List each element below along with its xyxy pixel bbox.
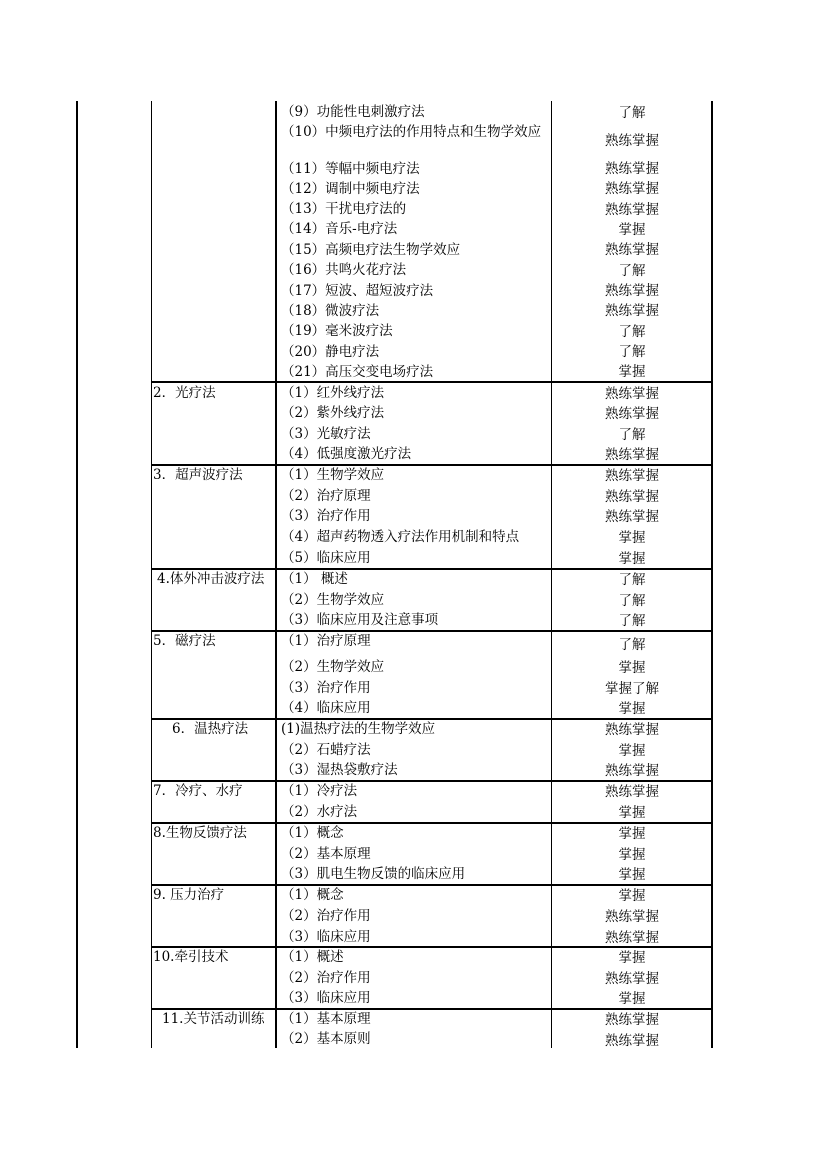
level-text: 了解 [618,263,646,279]
item-label: （2）生物学效应 [281,659,385,675]
level-text: 熟练掌握 [605,468,659,484]
group-label: 5．磁疗法 [153,633,216,649]
table-border-left [76,101,78,1048]
group-label: 11.关节活动训练 [162,1011,265,1027]
item-label: （3）临床应用及注意事项 [281,612,439,628]
level-text: 掌握 [618,364,646,380]
item-label: （21）高压交变电场疗法 [281,364,434,380]
level-text: 了解 [618,427,646,443]
level-text: 掌握 [618,551,646,567]
level-text: 熟练掌握 [605,447,659,463]
item-label: （18）微波疗法 [281,303,380,319]
item-label: （3）临床应用 [281,929,371,945]
level-text: 掌握 [618,991,646,1007]
item-label: （5）临床应用 [281,550,371,566]
item-label: （4）低强度激光疗法 [281,446,412,462]
item-label: （4）超声药物透入疗法作用机制和特点 [281,529,520,545]
level-text: 熟练掌握 [605,202,659,218]
item-label: （2）紫外线疗法 [281,405,385,421]
item-label: （9）功能性电刺激疗法 [281,104,425,120]
item-label: （17）短波、超短波疗法 [281,283,434,299]
item-label: （11）等幅中频电疗法 [281,161,420,177]
item-label: （13）干扰电疗法的 [281,201,407,217]
item-label: （1）概述 [281,949,344,965]
level-text: 熟练掌握 [605,1033,659,1049]
item-label: （10）中频电疗法的作用特点和生物学效应 [281,124,542,140]
level-text: 掌握 [618,660,646,676]
item-label: （14）音乐-电疗法 [281,221,398,237]
item-label: （3）肌电生物反馈的临床应用 [281,866,466,882]
item-label: （3）湿热袋敷疗法 [281,762,398,778]
level-text: 熟练掌握 [605,509,659,525]
group-label: 2．光疗法 [153,385,216,401]
level-text: 熟练掌握 [605,930,659,946]
item-label: （3）治疗作用 [281,508,371,524]
level-text: 熟练掌握 [605,283,659,299]
item-label: （1）概念 [281,887,344,903]
group-label: 3．超声波疗法 [153,467,243,483]
item-label: (1)温热疗法的生物学效应 [281,721,436,737]
level-text: 熟练掌握 [605,133,659,149]
table-border-right [711,101,713,1048]
level-text: 掌握 [618,701,646,717]
item-label: （2）治疗作用 [281,970,371,986]
group-label: 6．温热疗法 [172,721,249,737]
item-label: （1）红外线疗法 [281,385,385,401]
level-text: 掌握 [618,743,646,759]
row-divider [151,381,713,383]
level-text: 熟练掌握 [605,1012,659,1028]
item-label: （2）基本原理 [281,846,371,862]
level-text: 熟练掌握 [605,722,659,738]
level-text: 了解 [618,344,646,360]
item-label: （2）基本原则 [281,1031,371,1047]
level-text: 熟练掌握 [605,406,659,422]
level-text: 熟练掌握 [605,763,659,779]
item-label: （2）治疗原理 [281,488,371,504]
level-text: 熟练掌握 [605,303,659,319]
item-label: （12）调制中频电疗法 [281,181,420,197]
level-text: 了解 [618,324,646,340]
level-text: 了解 [618,613,646,629]
column-divider-1 [151,101,152,1048]
item-label: （1）概念 [281,825,344,841]
level-text: 熟练掌握 [605,386,659,402]
level-text: 掌握 [618,805,646,821]
level-text: 熟练掌握 [605,909,659,925]
group-label: 8.生物反馈疗法 [153,825,247,841]
group-label: 7．冷疗、水疗 [153,783,243,799]
group-label: 4.体外冲击波疗法 [157,571,265,587]
level-text: 掌握 [618,222,646,238]
level-text: 掌握了解 [605,681,659,697]
level-text: 掌握 [618,826,646,842]
item-label: （2）生物学效应 [281,592,385,608]
item-label: （4）临床应用 [281,700,371,716]
level-text: 掌握 [618,847,646,863]
item-label: （3）临床应用 [281,990,371,1006]
level-text: 熟练掌握 [605,971,659,987]
level-text: 熟练掌握 [605,161,659,177]
item-label: （1）冷疗法 [281,783,358,799]
item-label: （2）石蜡疗法 [281,742,371,758]
level-text: 了解 [618,637,646,653]
item-label: （16）共鸣火花疗法 [281,262,407,278]
group-label: 9. 压力治疗 [153,887,225,903]
item-label: （2）水疗法 [281,804,358,820]
level-text: 掌握 [618,867,646,883]
item-label: （2）治疗作用 [281,908,371,924]
level-text: 了解 [618,572,646,588]
item-label: （1）基本原理 [281,1011,371,1027]
item-label: （19）毫米波疗法 [281,323,393,339]
item-label: （1）治疗原理 [281,633,371,649]
level-text: 熟练掌握 [605,489,659,505]
level-text: 了解 [618,105,646,121]
item-label: （20）静电疗法 [281,344,380,360]
item-label: （1） 概述 [281,571,348,587]
group-label: 10.牵引技术 [153,949,229,965]
level-text: 了解 [618,593,646,609]
item-label: （3）光敏疗法 [281,426,371,442]
level-text: 掌握 [618,530,646,546]
item-label: （1）生物学效应 [281,467,385,483]
level-text: 熟练掌握 [605,181,659,197]
item-label: （3）治疗作用 [281,680,371,696]
level-text: 掌握 [618,950,646,966]
level-text: 掌握 [618,888,646,904]
level-text: 熟练掌握 [605,242,659,258]
item-label: （15）高频电疗法生物学效应 [281,242,461,258]
level-text: 熟练掌握 [605,784,659,800]
column-divider-3 [551,101,552,1048]
